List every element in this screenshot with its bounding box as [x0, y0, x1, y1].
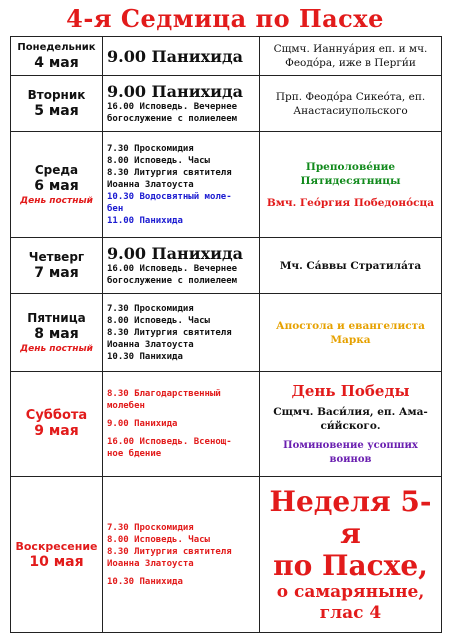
services-cell	[103, 372, 260, 477]
service-line: богослужение с полиелеем	[107, 114, 238, 124]
feast-line: по Пасхе,	[273, 548, 428, 582]
service-line: 10.30 Водосвятный моле-	[107, 191, 232, 202]
day-date: 4 мая	[34, 55, 79, 71]
day-name: Пятница	[27, 310, 86, 325]
day-cell	[11, 294, 103, 372]
services-cell	[103, 132, 260, 238]
service-line: 7.30 Проскомидия	[107, 303, 194, 314]
service-line: 7.30 Проскомидия	[107, 143, 194, 154]
feast-line: Сщмч. Ианнуа́рия еп. и мч.	[273, 43, 428, 55]
feast-line: Неделя 5-я	[269, 484, 432, 550]
service-line: 8.00 Исповедь. Часы	[107, 155, 210, 166]
feast-line: о самаряныне,	[276, 581, 425, 602]
table-row	[11, 37, 442, 76]
day-name: Понедельник	[17, 42, 96, 53]
service-line: 9.00 Панихида	[107, 82, 244, 101]
day-cell	[11, 238, 103, 294]
day-date: 5 мая	[34, 102, 79, 119]
day-name: Вторник	[27, 87, 86, 102]
service-line: 10.30 Панихида	[107, 576, 183, 587]
day-cell	[11, 37, 103, 76]
page-title: 4-я Седмица по Пасхе	[66, 4, 384, 33]
feast-line: Поминовение усопших воинов	[283, 440, 418, 465]
schedule-table	[10, 36, 442, 633]
day-date: 7 мая	[34, 264, 79, 281]
day-date: 10 мая	[29, 553, 84, 570]
feast-line: Сщмч. Васи́лия, еп. Ама-	[273, 406, 428, 418]
services-cell	[103, 294, 260, 372]
service-line: 8.00 Исповедь. Часы	[107, 534, 210, 545]
table-row	[11, 477, 442, 633]
day-name: Среда	[34, 162, 79, 177]
service-line: 16.00 Исповедь. Вечернее	[107, 102, 238, 112]
service-line: 9.00 Панихида	[107, 419, 178, 429]
feast-line: Апостола и евангелиста	[276, 319, 425, 332]
service-line: 8.30 Литургия святителя	[107, 546, 232, 557]
service-line: 10.30 Панихида	[107, 351, 183, 362]
day-cell	[11, 132, 103, 238]
feast-cell	[260, 132, 442, 238]
service-line: 11.00 Панихида	[107, 215, 183, 226]
feast-line: Мч. Са́ввы Стратила́та	[279, 259, 422, 272]
service-line: 16.00 Исповедь. Вечернее	[107, 264, 238, 274]
feast-cell	[260, 76, 442, 132]
service-line: ное бдение	[107, 449, 162, 459]
services-cell	[103, 76, 260, 132]
day-date: 9 мая	[34, 423, 79, 439]
day-cell	[11, 372, 103, 477]
day-date: 6 мая	[34, 177, 79, 194]
feast-line: Анастасиупольского	[293, 104, 408, 117]
feast-line: си́йского.	[320, 420, 381, 432]
day-name: Четверг	[28, 249, 85, 264]
feast-line: Марка	[330, 333, 371, 346]
feast-line: Вмч. Гео́ргия Победоно́сца	[266, 196, 435, 209]
service-line: 8.30 Литургия святителя	[107, 167, 232, 178]
day-cell	[11, 76, 103, 132]
feast-cell	[260, 294, 442, 372]
service-line: 9.00 Панихида	[107, 46, 244, 66]
feast-cell	[260, 477, 442, 633]
table-row	[11, 238, 442, 294]
feast-cell	[260, 238, 442, 294]
fast-day-note: День постный	[20, 195, 93, 206]
table-row	[11, 372, 442, 477]
service-line: бен	[107, 203, 124, 214]
table-row	[11, 294, 442, 372]
service-line: молебен	[107, 401, 145, 411]
feast-line: День Победы	[291, 382, 410, 400]
feast-line: глас 4	[319, 602, 382, 623]
service-line: богослужение с полиелеем	[107, 276, 238, 286]
service-line: 8.30 Благодарственный	[107, 389, 221, 399]
day-name: Воскресение	[15, 539, 98, 553]
service-line: Иоанна Златоуста	[107, 558, 194, 569]
table-row	[11, 132, 442, 238]
table-row	[11, 76, 442, 132]
services-cell	[103, 37, 260, 76]
feast-line: Прп. Феодо́ра Сикео́та, еп.	[275, 90, 426, 103]
feast-line: Преполове́ние Пятидесятницы	[300, 160, 401, 187]
service-line: 9.00 Панихида	[107, 244, 244, 263]
service-line: Иоанна Златоуста	[107, 179, 194, 190]
service-line: 7.30 Проскомидия	[107, 522, 194, 533]
service-line: 8.00 Исповедь. Часы	[107, 315, 210, 326]
service-line: 8.30 Литургия святителя	[107, 327, 232, 338]
feast-line: Феодо́ра, иже в Перги́и	[285, 57, 416, 69]
fast-day-note: День постный	[20, 343, 93, 354]
day-date: 8 мая	[34, 325, 79, 342]
services-cell	[103, 238, 260, 294]
day-cell	[11, 477, 103, 633]
day-name: Суббота	[25, 408, 88, 423]
service-line: Иоанна Златоуста	[107, 339, 194, 350]
service-line: 16.00 Исповедь. Всенощ-	[107, 437, 232, 447]
feast-cell	[260, 37, 442, 76]
feast-cell	[260, 372, 442, 477]
services-cell	[103, 477, 260, 633]
